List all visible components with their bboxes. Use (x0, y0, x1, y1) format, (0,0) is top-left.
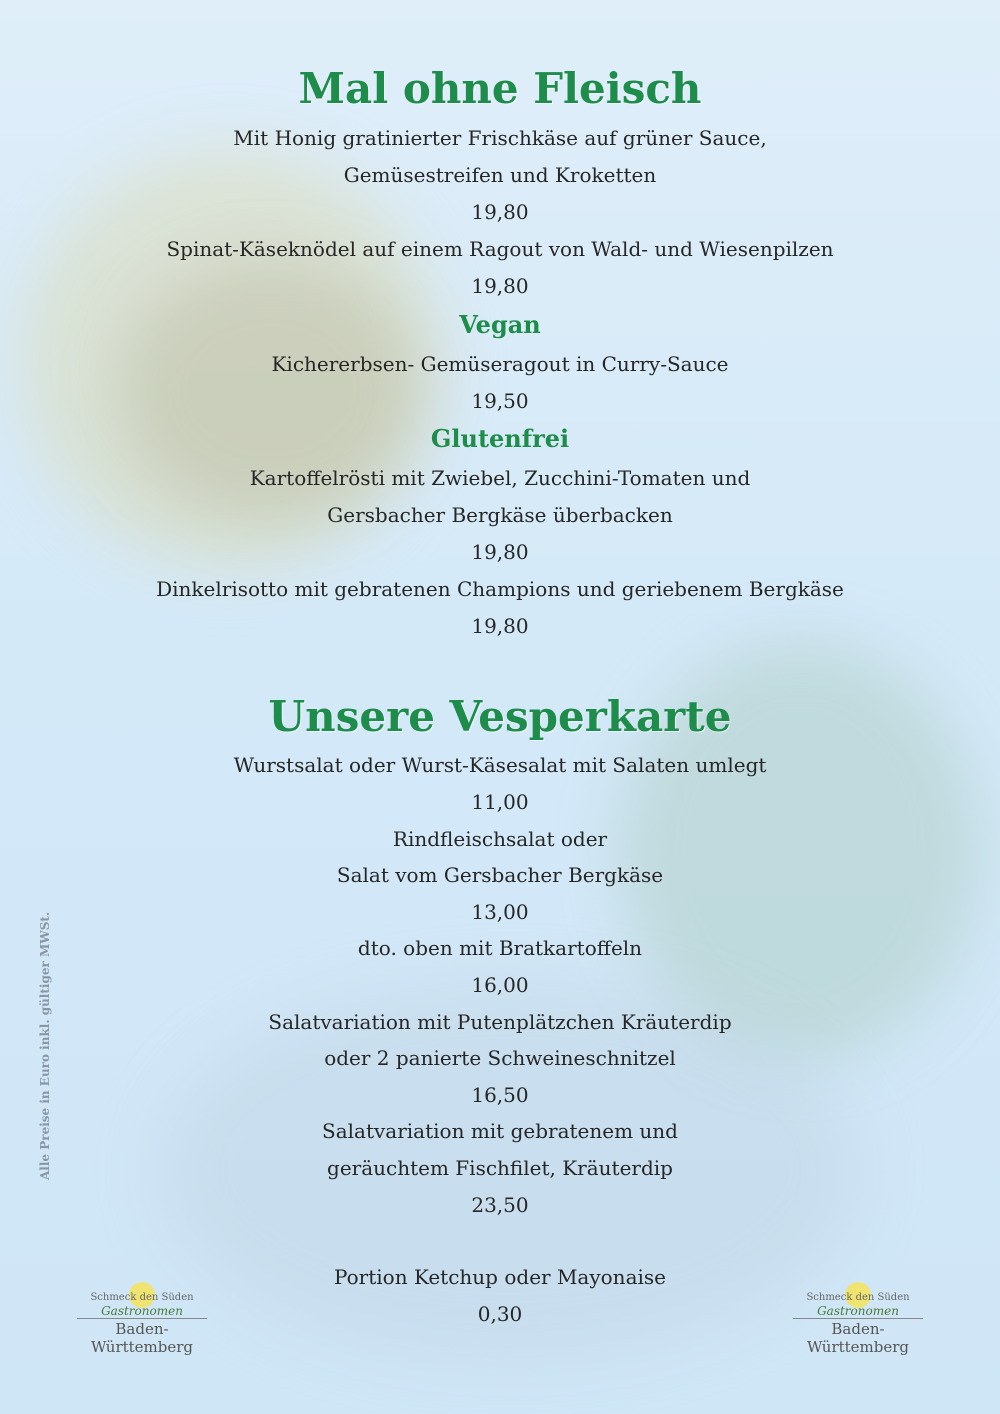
menu-item-price: 11,00 (471, 790, 529, 814)
logo-rule (77, 1318, 207, 1319)
menu-item-price: 19,80 (471, 200, 529, 224)
logo-mid-text: Gastronomen (817, 1304, 899, 1318)
menu-item-line: Gersbacher Bergkäse überbacken (327, 503, 673, 527)
menu-item-line: Portion Ketchup oder Mayonaise (333, 1265, 666, 1289)
menu-item-price: 13,00 (471, 900, 529, 924)
menu-item-price: 16,00 (471, 973, 529, 997)
menu-item-line: oder 2 panierte Schweineschnitzel (324, 1046, 676, 1070)
logo-right (783, 1282, 933, 1356)
menu-item-line: Gemüsestreifen und Kroketten (343, 163, 657, 187)
section-title-meatless: Mal ohne Fleisch (298, 64, 702, 113)
menu-item-price: 0,30 (477, 1302, 523, 1326)
logo-left (67, 1282, 217, 1356)
section-title-vegan: Vegan (459, 310, 541, 339)
menu-item-line: Wurstsalat oder Wurst-Käsesalat mit Salaten umlegt (233, 753, 767, 777)
menu-item-price: 19,80 (471, 274, 529, 298)
menu-item-price: 19,80 (471, 614, 529, 638)
menu-item-line: Spinat-Käseknödel auf einem Ragout von Wald- und Wiesenpilzen (166, 237, 834, 261)
menu-item-line: geräuchtem Fischfilet, Kräuterdip (327, 1156, 673, 1180)
logo-bottom-text: Baden-Württemberg (90, 1320, 194, 1356)
menu-item-line: Salatvariation mit Putenplätzchen Kräuterdip (268, 1010, 732, 1034)
price-note: Alle Preise in Euro inkl. gültiger MWSt. (38, 911, 52, 1180)
logo-bottom-text: Baden-Württemberg (806, 1320, 910, 1356)
menu-item-line: Mit Honig gratinierter Frischkäse auf grüner Sauce, (233, 126, 767, 150)
menu-item-line: Rindfleischsalat oder (392, 827, 608, 851)
logo-top-text: Schmeck den Süden (90, 1292, 194, 1303)
menu-item-line: Kichererbsen- Gemüseragout in Curry-Sauce (271, 352, 729, 376)
section-title-glutenfree: Glutenfrei (430, 424, 570, 453)
menu-item-price: 23,50 (471, 1193, 529, 1217)
menu-item-line: Dinkelrisotto mit gebratenen Champions und geriebenem Bergkäse (156, 577, 844, 601)
menu-item-line: Salat vom Gersbacher Bergkäse (336, 863, 664, 887)
menu-item-price: 19,50 (471, 389, 529, 413)
menu-item-line: dto. oben mit Bratkartoffeln (357, 936, 643, 960)
logo-rule (793, 1318, 923, 1319)
menu-item-line: Kartoffelrösti mit Zwiebel, Zucchini-Tomaten und (249, 466, 751, 490)
logo-mid-text: Gastronomen (101, 1304, 183, 1318)
menu-item-line: Salatvariation mit gebratenem und (322, 1119, 678, 1143)
menu-item-price: 19,80 (471, 540, 529, 564)
logo-top-text: Schmeck den Süden (806, 1292, 910, 1303)
section-title-vesper: Unsere Vesperkarte (268, 692, 732, 741)
menu-item-price: 16,50 (471, 1083, 529, 1107)
